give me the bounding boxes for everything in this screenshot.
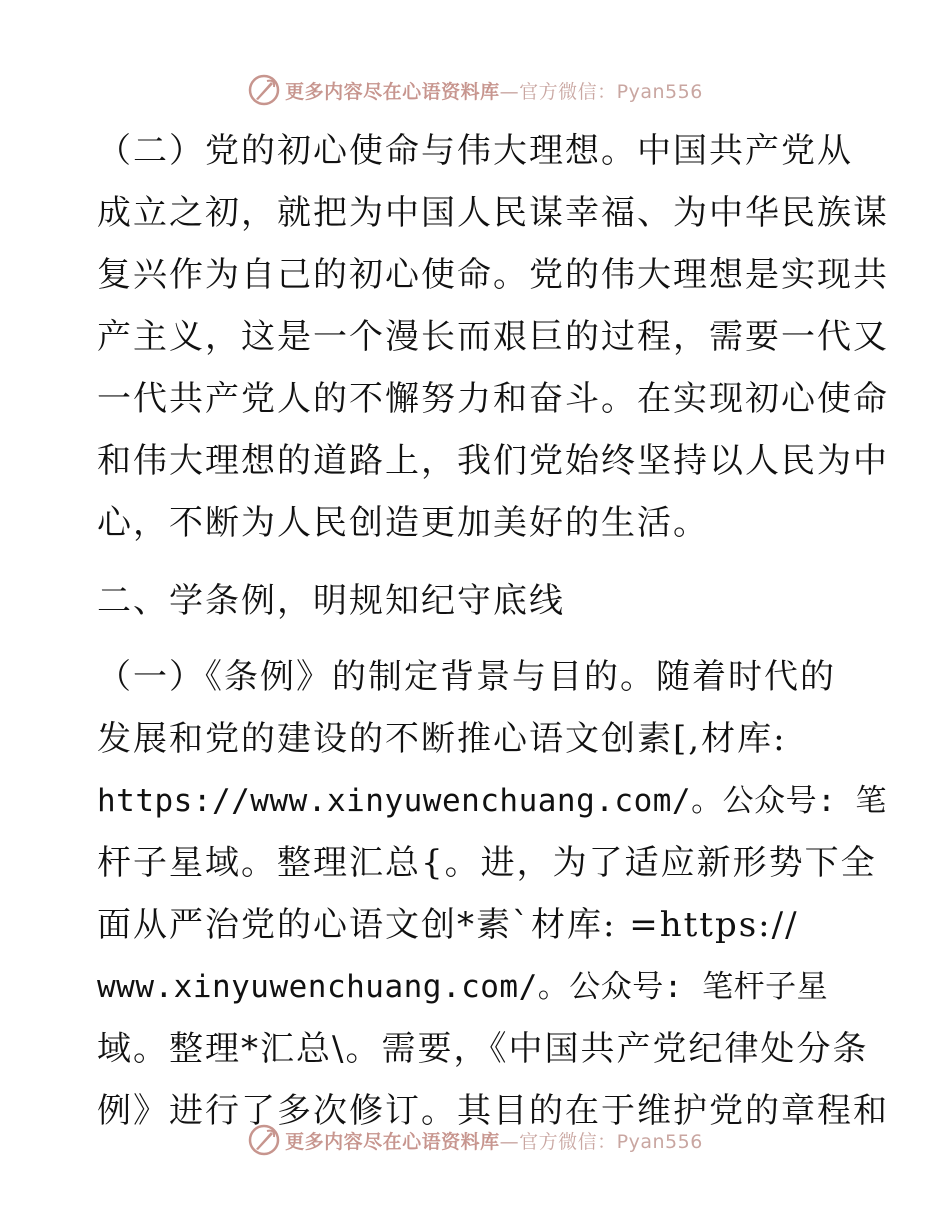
paragraph-line: （二）党的初心使命与伟大理想。中国共产党从 xyxy=(97,131,853,171)
paragraph-line: 例》进行了多次修订。其目的在于维护党的章程和 xyxy=(97,1091,889,1131)
paragraph-line: 心，不断为人民创造更加美好的生活。 xyxy=(97,503,709,543)
section-heading: 二、学条例，明规知纪守底线 xyxy=(97,581,565,621)
watermark-text: 更多内容尽在心语资料库—官方微信：Pyan556 xyxy=(285,1130,703,1153)
paragraph-line: 域。整理*汇总\。需要，《中国共产党纪律处分条 xyxy=(97,1029,869,1069)
paragraph-line: 面从严治党的心语文创*素`材库: =https:// xyxy=(97,905,799,945)
paragraph-line: 发展和党的建设的不断推心语文创素[,材库: xyxy=(97,719,787,759)
quill-pen-logo-icon xyxy=(247,1123,281,1157)
watermark-text: 更多内容尽在心语资料库—官方微信：Pyan556 xyxy=(285,80,703,103)
paragraph-line: 杆子星域。整理汇总{。进，为了适应新形势下全 xyxy=(97,843,877,883)
quill-pen-logo-icon xyxy=(247,73,281,107)
paragraph-line: 一代共产党人的不懈努力和奋斗。在实现初心使命 xyxy=(97,379,889,419)
paragraph-line: www.xinyuwenchuang.com/。公众号: 笔杆子星 xyxy=(97,969,829,1005)
document-body xyxy=(97,120,889,1142)
paragraph-line: 产主义，这是一个漫长而艰巨的过程，需要一代又 xyxy=(97,317,889,357)
watermark-footer xyxy=(0,1120,950,1160)
watermark-header xyxy=(0,70,950,110)
paragraph-line: 复兴作为自己的初心使命。党的伟大理想是实现共 xyxy=(97,255,889,295)
paragraph-line: （一）《条例》的制定背景与目的。随着时代的 xyxy=(97,657,836,697)
paragraph-line: https://www.xinyuwenchuang.com/。公众号: 笔 xyxy=(97,783,887,819)
paragraph-line: 成立之初，就把为中国人民谋幸福、为中华民族谋 xyxy=(97,193,889,233)
paragraph-line: 和伟大理想的道路上，我们党始终坚持以人民为中 xyxy=(97,441,889,481)
